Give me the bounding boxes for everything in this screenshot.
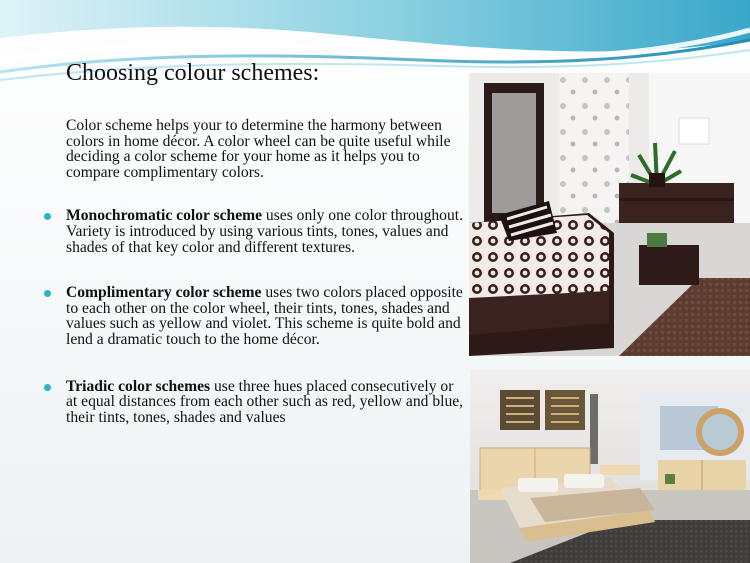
bullet-text: use three hues placed consecutively or at equal distances from each other such as red, yellow and blue, their tints, tones, shades and values [66, 377, 464, 426]
bullet-title: Complimentary color scheme [66, 284, 262, 302]
bullet-title: Monochromatic color scheme [66, 207, 263, 225]
slide-body [44, 118, 464, 425]
complimentary-bedroom-photo [470, 370, 750, 563]
bullet-list [44, 208, 464, 425]
bullet-dot-icon [44, 384, 51, 391]
bullet-triadic [44, 379, 464, 426]
slide-title: Choosing colour schemes: [66, 60, 320, 86]
bullet-text: uses two colors placed opposite to each other on the color wheel, their tints, tones, shades and values such as yellow and violet. This scheme is quite bold and lend a dramatic touch to the home décor. [66, 284, 463, 348]
bullet-monochromatic [44, 208, 464, 255]
bullet-dot-icon [44, 213, 51, 220]
bullet-text: uses only one color throughout. Variety is introduced by using various tints, tones, values and shades of that key color and different textures. [66, 207, 463, 256]
bullet-dot-icon [44, 290, 51, 297]
monochromatic-bedroom-photo [469, 73, 750, 356]
bullet-complimentary [44, 285, 464, 347]
bullet-title: Triadic color schemes [66, 377, 211, 395]
intro-paragraph: Color scheme helps your to determine the harmony between colors in home décor. A color wheel can be quite useful while deciding a color scheme for your home as it helps you to compare complimentary colors. [66, 117, 451, 181]
